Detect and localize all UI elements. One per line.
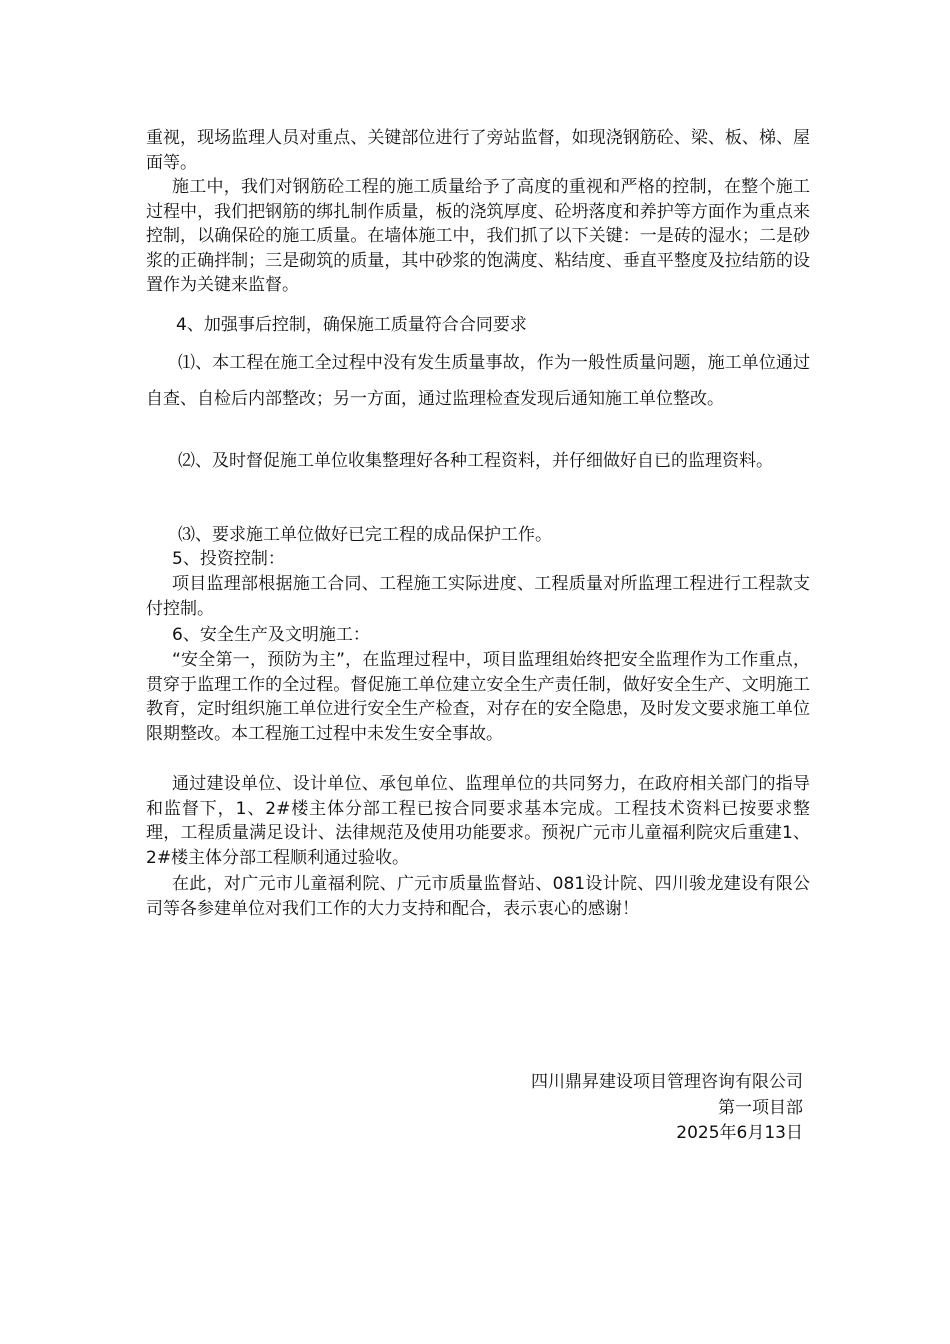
list-item-documents: ⑵、及时督促施工单位收集整理好各种工程资料，并仔细做好自已的监理资料。 [178, 451, 773, 471]
list-item-protection: ⑶、要求施工单位做好已完工程的成品保护工作。 [178, 525, 552, 545]
signature-company: 四川鼎昇建设项目管理咨询有限公司 [531, 1072, 803, 1092]
heading-safety: 6、安全生产及文明施工： [172, 625, 370, 645]
paragraph-investment: 项目监理部根据施工合同、工程施工实际进度、工程质量对所监理工程进行工程款支付控制。 [146, 574, 810, 619]
paragraph-safety: “安全第一，预防为主”，在监理过程中，项目监理组始终把安全监理作为工作重点，贯穿于监理工作的全过程。督促施工单位建立安全生产责任制，做好安全生产、文明施工教育，定时组织施工单位进行安全生产检查，对存在的安全隐患，及时发文要求施工单位限期整改。本工程施工过程中未发生安全事故。 [146, 650, 810, 744]
signature-department: 第一项目部 [718, 1098, 803, 1118]
heading-investment-control: 5、投资控制： [172, 549, 285, 569]
list-item-no-accident: ⑴、本工程在施工全过程中没有发生质量事故，作为一般性质量问题，施工单位通过自查、自检后内部整改；另一方面，通过监理检查发现后通知施工单位整改。 [146, 353, 810, 409]
paragraph-thanks: 在此，对广元市儿童福利院、广元市质量监督站、081设计院、四川骏龙建设有限公司等各参建单位对我们工作的大力支持和配合，表示衷心的感谢！ [146, 874, 810, 919]
paragraph-supervision-continued: 重视，现场监理人员对重点、关键部位进行了旁站监督，如现浇钢筋砼、梁、板、梯、屋面等。 [146, 128, 810, 173]
signature-date: 2025年6月13日 [676, 1123, 803, 1143]
heading-post-control: 4、加强事后控制，确保施工质量符合合同要求 [176, 315, 527, 335]
paragraph-concrete-quality: 施工中，我们对钢筋砼工程的施工质量给予了高度的重视和严格的控制，在整个施工过程中，我们把钢筋的绑扎制作质量，板的浇筑厚度、砼坍落度和养护等方面作为重点来控制，以确保砼的施工质量。在墙体施工中，我们抓了以下关键：一是砖的湿水；二是砂浆的正确拌制；三是砌筑的质量，其中砂浆的饱满度、粘结度、垂直平整度及拉结筋的设置作为关键来监督。 [146, 177, 810, 295]
paragraph-completion: 通过建设单位、设计单位、承包单位、监理单位的共同努力，在政府相关部门的指导和监督下，1、2#楼主体分部工程已按合同要求基本完成。工程技术资料已按要求整理，工程质量满足设计、法律规范及使用功能要求。预祝广元市儿童福利院灾后重建1、2#楼主体分部工程顺利通过验收。 [146, 774, 810, 868]
